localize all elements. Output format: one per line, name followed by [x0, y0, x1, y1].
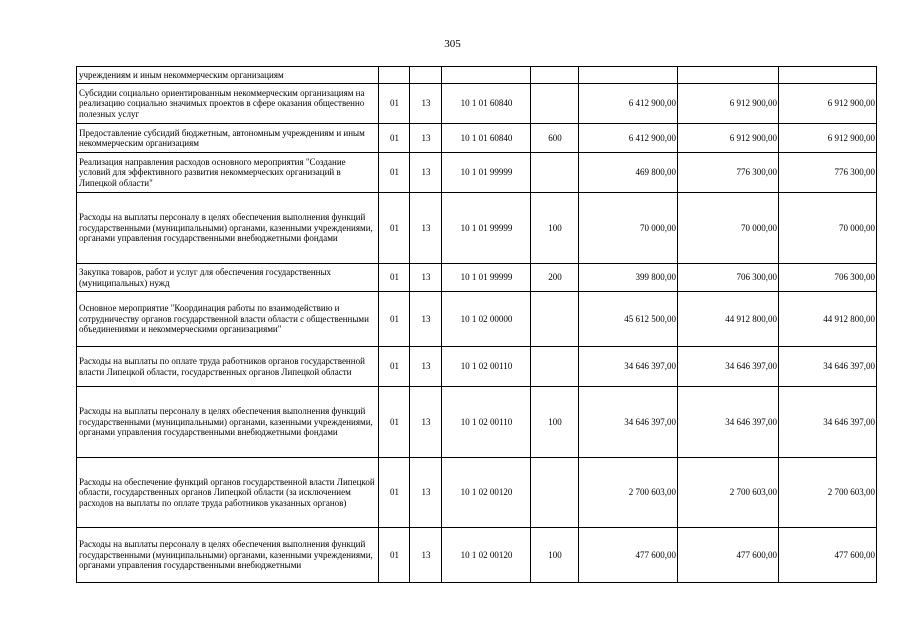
row-year1: 2 700 603,00 — [579, 458, 678, 528]
row-vr — [531, 67, 579, 84]
row-year3: 2 700 603,00 — [779, 458, 877, 528]
row-year1: 34 646 397,00 — [579, 347, 678, 387]
table-row — [77, 347, 877, 387]
row-target: 10 1 02 00000 — [442, 292, 531, 347]
row-ministry: 01 — [379, 292, 410, 347]
row-year2: 70 000,00 — [678, 193, 779, 264]
table-row — [77, 193, 877, 264]
row-section: 13 — [410, 264, 442, 292]
row-ministry — [379, 67, 410, 84]
row-year3: 6 912 900,00 — [779, 84, 877, 124]
table-row — [77, 387, 877, 458]
row-vr: 100 — [531, 528, 579, 583]
row-year3: 34 646 397,00 — [779, 387, 877, 458]
row-year1: 70 000,00 — [579, 193, 678, 264]
row-year2: 776 300,00 — [678, 153, 779, 193]
row-name: Реализация направления расходов основного мероприятия "Создание условий для эффективного развития некоммерческих организаций в Липецкой области" — [77, 153, 379, 193]
row-year1: 469 800,00 — [579, 153, 678, 193]
row-section: 13 — [410, 528, 442, 583]
row-year2: 2 700 603,00 — [678, 458, 779, 528]
row-ministry: 01 — [379, 528, 410, 583]
row-ministry: 01 — [379, 347, 410, 387]
row-ministry: 01 — [379, 387, 410, 458]
row-name: Расходы на выплаты персоналу в целях обеспечения выполнения функций государственными (муниципальными) органами, казенными учреждениями, органами управления государственными внебюджетными — [77, 528, 379, 583]
table-row — [77, 292, 877, 347]
row-section: 13 — [410, 387, 442, 458]
row-year1: 6 412 900,00 — [579, 84, 678, 124]
row-target: 10 1 02 00120 — [442, 528, 531, 583]
row-year2: 6 912 900,00 — [678, 84, 779, 124]
row-target: 10 1 01 60840 — [442, 124, 531, 153]
row-ministry: 01 — [379, 124, 410, 153]
row-target: 10 1 01 99999 — [442, 264, 531, 292]
row-name: Расходы на выплаты персоналу в целях обеспечения выполнения функций государственными (муниципальными) органами, казенными учреждениями, органами управления государственными внебюджетными фондами — [77, 193, 379, 264]
row-year3 — [779, 67, 877, 84]
row-vr — [531, 153, 579, 193]
row-year3: 70 000,00 — [779, 193, 877, 264]
row-year2 — [678, 67, 779, 84]
row-vr — [531, 84, 579, 124]
row-section: 13 — [410, 193, 442, 264]
row-year1: 45 612 500,00 — [579, 292, 678, 347]
row-year1: 6 412 900,00 — [579, 124, 678, 153]
row-year1 — [579, 67, 678, 84]
row-target: 10 1 01 60840 — [442, 84, 531, 124]
row-section: 13 — [410, 153, 442, 193]
row-vr: 100 — [531, 387, 579, 458]
table-row — [77, 124, 877, 153]
row-vr: 600 — [531, 124, 579, 153]
table-row — [77, 67, 877, 84]
row-target: 10 1 02 00110 — [442, 347, 531, 387]
row-ministry: 01 — [379, 84, 410, 124]
row-vr — [531, 347, 579, 387]
row-name: Расходы на выплаты по оплате труда работников органов государственной власти Липецкой области, государственных органов Липецкой области — [77, 347, 379, 387]
row-vr — [531, 458, 579, 528]
row-target: 10 1 02 00110 — [442, 387, 531, 458]
row-section: 13 — [410, 292, 442, 347]
row-year3: 477 600,00 — [779, 528, 877, 583]
row-year1: 34 646 397,00 — [579, 387, 678, 458]
row-year2: 34 646 397,00 — [678, 387, 779, 458]
row-ministry: 01 — [379, 193, 410, 264]
row-target — [442, 67, 531, 84]
row-vr: 100 — [531, 193, 579, 264]
row-section: 13 — [410, 347, 442, 387]
row-vr: 200 — [531, 264, 579, 292]
row-target: 10 1 01 99999 — [442, 193, 531, 264]
row-year2: 6 912 900,00 — [678, 124, 779, 153]
row-year1: 477 600,00 — [579, 528, 678, 583]
row-name: Расходы на выплаты персоналу в целях обеспечения выполнения функций государственными (муниципальными) органами, казенными учреждениями, органами управления государственными внебюджетными фондами — [77, 387, 379, 458]
row-year3: 706 300,00 — [779, 264, 877, 292]
row-name: Основное мероприятие "Координация работы по взаимодействию и сотрудничеству органов государственной власти области с общественными объединениями и некоммерческими организациями" — [77, 292, 379, 347]
table-row — [77, 264, 877, 292]
row-year3: 776 300,00 — [779, 153, 877, 193]
row-section: 13 — [410, 124, 442, 153]
row-ministry: 01 — [379, 458, 410, 528]
row-year2: 706 300,00 — [678, 264, 779, 292]
row-year3: 6 912 900,00 — [779, 124, 877, 153]
row-vr — [531, 292, 579, 347]
row-year2: 34 646 397,00 — [678, 347, 779, 387]
row-year3: 34 646 397,00 — [779, 347, 877, 387]
row-section: 13 — [410, 84, 442, 124]
table-row — [77, 153, 877, 193]
row-target: 10 1 02 00120 — [442, 458, 531, 528]
row-name: Предоставление субсидий бюджетным, автономным учреждениям и иным некоммерческим организациям — [77, 124, 379, 153]
row-ministry: 01 — [379, 153, 410, 193]
row-name: Расходы на обеспечение функций органов государственной власти Липецкой области, государственных органов Липецкой области (за исключением расходов на выплаты по оплате труда работников указанных органов) — [77, 458, 379, 528]
row-section — [410, 67, 442, 84]
table-row — [77, 528, 877, 583]
row-section: 13 — [410, 458, 442, 528]
row-target: 10 1 01 99999 — [442, 153, 531, 193]
row-name: Закупка товаров, работ и услуг для обеспечения государственных (муниципальных) нужд — [77, 264, 379, 292]
table-row — [77, 84, 877, 124]
row-year1: 399 800,00 — [579, 264, 678, 292]
row-year3: 44 912 800,00 — [779, 292, 877, 347]
row-year2: 44 912 800,00 — [678, 292, 779, 347]
budget-table — [76, 66, 877, 583]
row-ministry: 01 — [379, 264, 410, 292]
row-name: Субсидии социально ориентированным некоммерческим организациям на реализацию социально значимых проектов в сфере оказания общественно полезных услуг — [77, 84, 379, 124]
row-name: учреждениям и иным некоммерческим организациям — [77, 67, 379, 84]
table-row — [77, 458, 877, 528]
page-number: 305 — [444, 38, 461, 50]
row-year2: 477 600,00 — [678, 528, 779, 583]
